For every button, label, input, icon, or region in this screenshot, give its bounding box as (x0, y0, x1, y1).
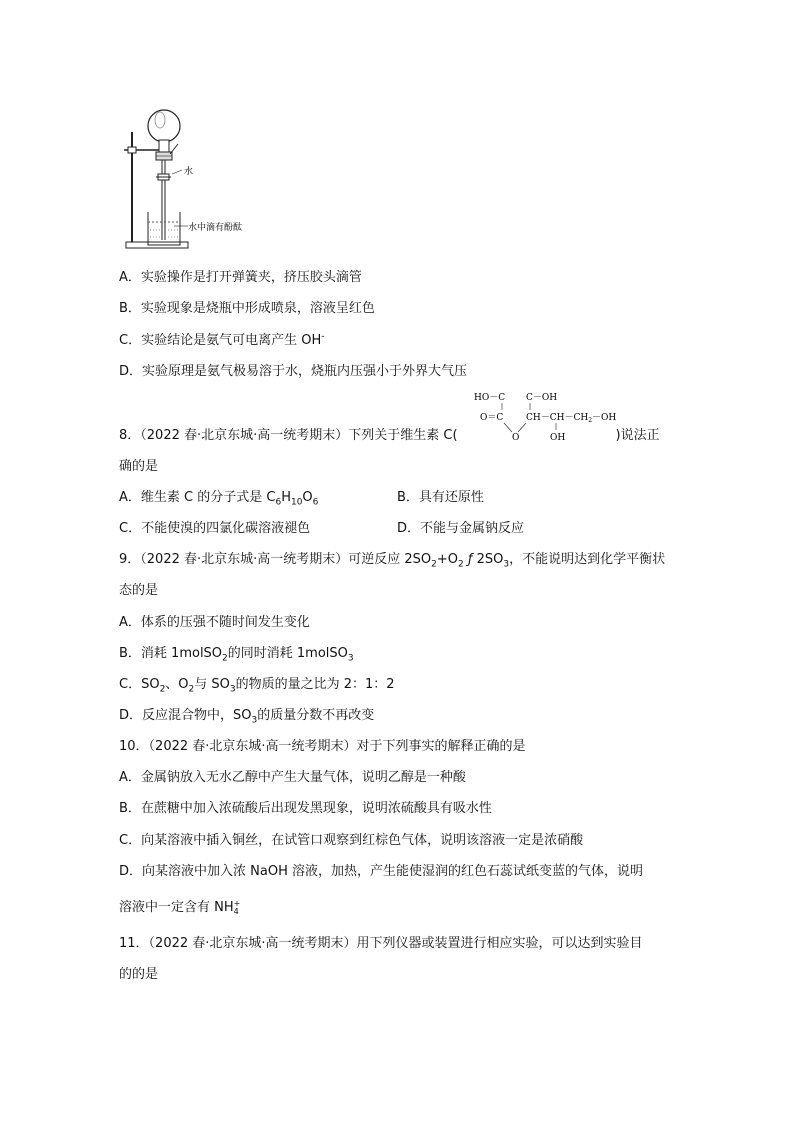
q8-stem-line2: 确的是 (119, 459, 159, 474)
struct-t1: HO－C (474, 393, 506, 403)
struct-t2: C－OH (526, 393, 558, 403)
q7-option-c: C．实验结论是氨气可电离产生 OH- (119, 331, 325, 348)
struct-t4: $CH-CH-CH_2-OH$ (526, 413, 617, 424)
q10-option-b: B．在蔗糖中加入浓硫酸后出现发黑现象，说明浓硫酸具有吸水性 (119, 801, 492, 816)
beaker-label: 水中滴有酚酞 (188, 223, 243, 233)
q7-option-a: A．实验操作是打开弹簧夹，挤压胶头滴管 (119, 270, 362, 285)
q7-option-d: D．实验原理是氨气极易溶于水，烧瓶内压强小于外界大气压 (119, 364, 468, 379)
q9-option-a: A．体系的压强不随时间发生变化 (119, 615, 310, 630)
q8-stem: 8．（2022 春·北京东城·高一统考期末）下列关于维生素 C( )说法正 (119, 428, 660, 443)
q9-stem: 9．（2022 春·北京东城·高一统考期末）可逆反应 $2SO_2+O_2$ ƒ $2SO_3$，不能说明达到化学平衡状 (119, 552, 666, 570)
q10-option-d-line2: 溶液中一定含有 NH + 4 (119, 898, 241, 916)
q10-option-c: C．向某溶液中插入铜丝，在试管口观察到红棕色气体，说明该溶液一定是浓硝酸 (119, 833, 584, 848)
q8-option-c: C．不能使溴的四氯化碳溶液褪色 (119, 521, 311, 536)
struct-t6: O (512, 433, 520, 443)
struct-t3: O＝C (480, 413, 504, 423)
q10-stem: 10．（2022 春·北京东城·高一统考期末）对于下列事实的解释正确的是 (119, 739, 526, 754)
q9-option-d: D．反应混合物中，$SO_3$的质量分数不再改变 (119, 708, 375, 726)
q8-option-a: A．维生素 C 的分子式是 $C_6H_{10}O_6$ (119, 490, 319, 508)
q8-option-d: D．不能与金属钠反应 (397, 521, 525, 536)
q7-option-b: B．实验现象是烧瓶中形成喷泉，溶液呈红色 (119, 301, 375, 316)
q10-option-a: A．金属钠放入无水乙醇中产生大量气体，说明乙醇是一种酸 (119, 770, 466, 785)
water-label: 水 (184, 167, 194, 177)
q11-stem-line2: 的的是 (119, 967, 159, 982)
q9-option-b: B．消耗 1molSO$_2$的同时消耗 1molSO$_3$ (119, 646, 354, 664)
q8-option-b: B．具有还原性 (397, 490, 484, 505)
struct-t7: OH (550, 433, 566, 443)
q9-option-c: C．$SO_2$、$O_2$与 $SO_3$的物质的量之比为 2：1：2 (119, 677, 395, 695)
fountain-apparatus-figure (118, 100, 258, 252)
q10-option-d: D．向某溶液中加入浓 NaOH 溶液，加热，产生能使湿润的红色石蕊试纸变蓝的气体，说明 (119, 864, 643, 879)
q9-stem-line2: 态的是 (119, 583, 159, 598)
q11-stem: 11．（2022 春·北京东城·高一统考期末）用下列仪器或装置进行相应实验，可以达到实验目 (119, 936, 643, 951)
